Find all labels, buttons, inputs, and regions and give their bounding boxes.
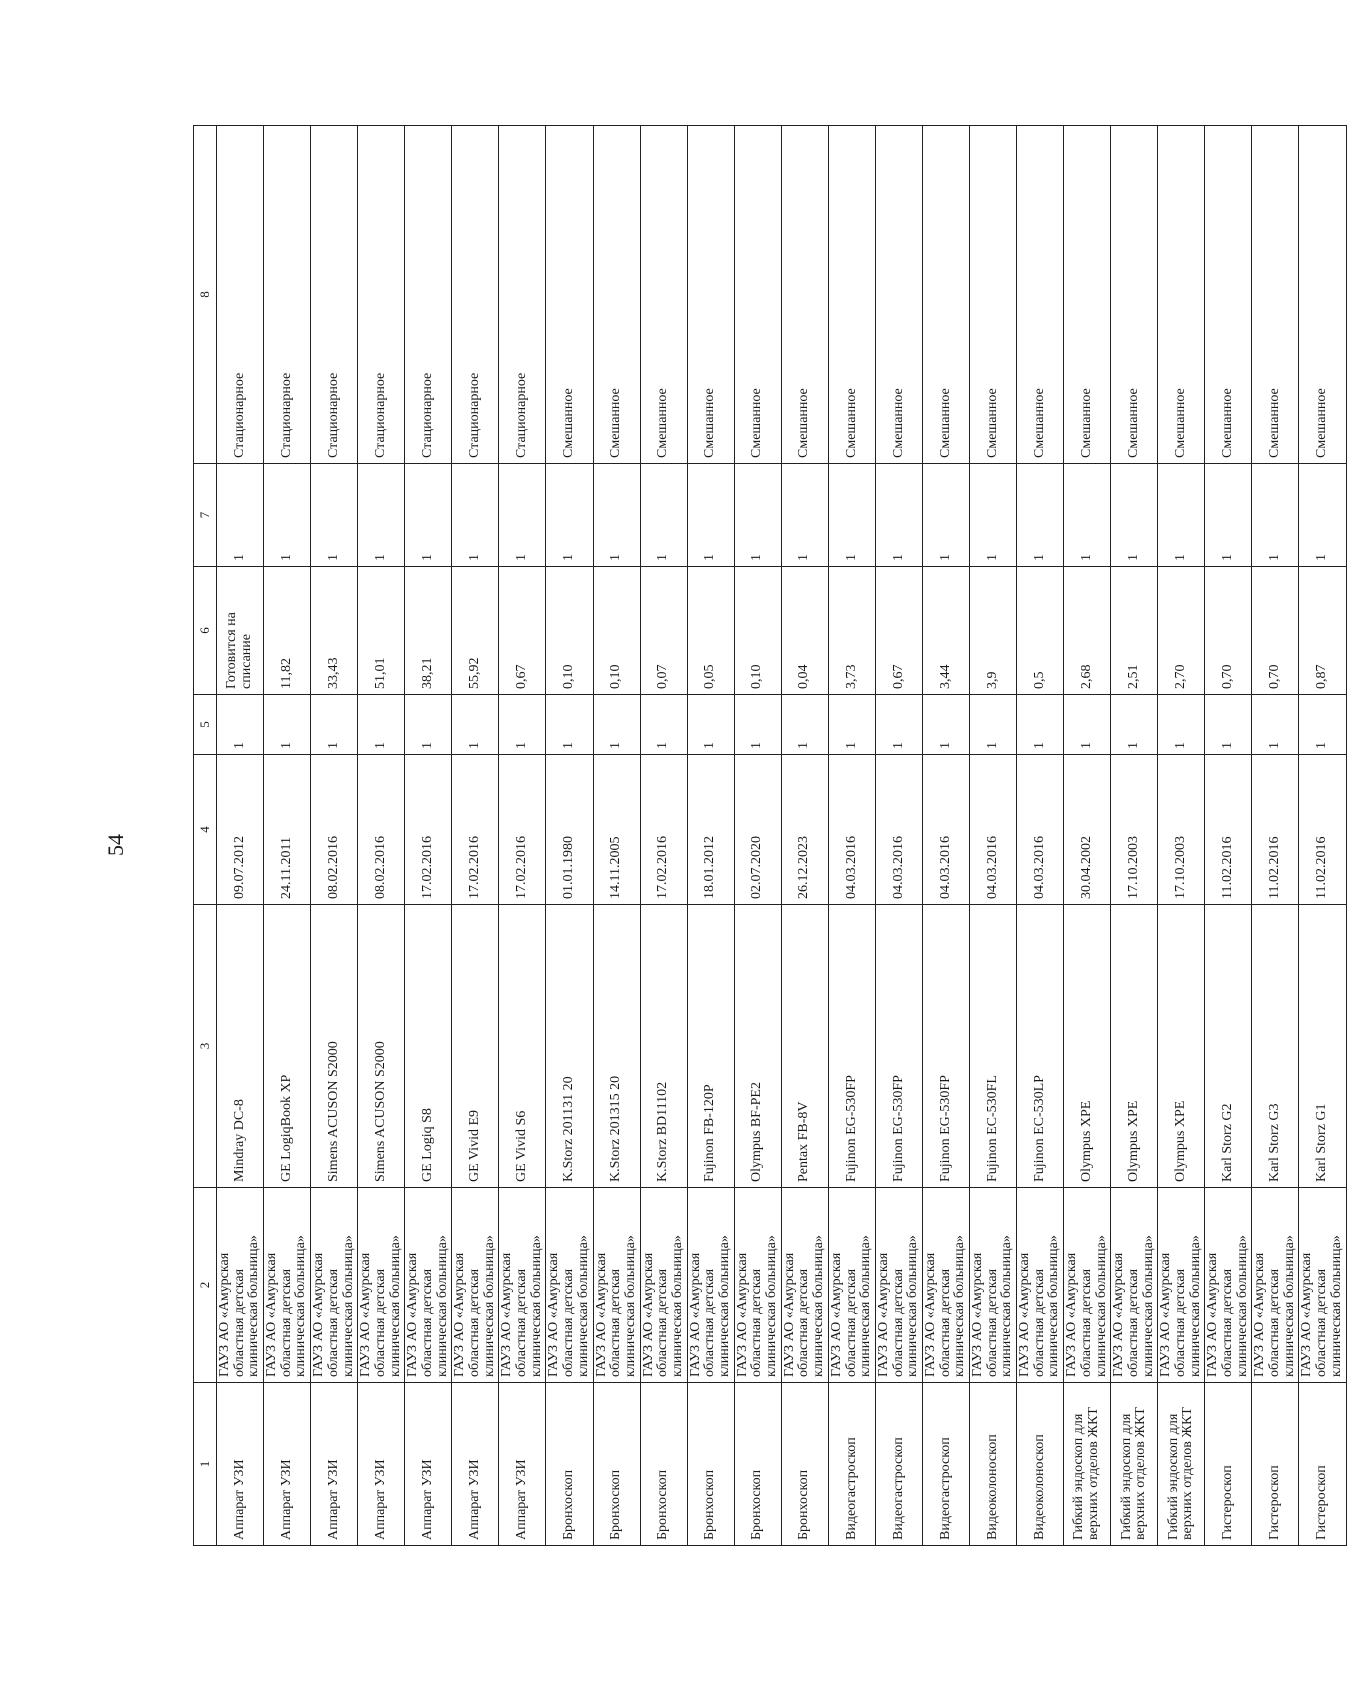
equipment-type-cell: Бронхоскоп <box>640 1383 687 1546</box>
date-cell: 08.02.2016 <box>311 755 358 905</box>
organization-cell: ГАУЗ АО «Амурская областная детская клиническая больница» <box>452 1188 499 1383</box>
usage-type-cell: Смешанное <box>734 126 781 464</box>
equipment-type-cell: Аппарат УЗИ <box>452 1383 499 1546</box>
table-row <box>1064 126 1111 1546</box>
quantity-cell: 1 <box>1158 695 1205 755</box>
column-number: 5 <box>194 695 217 755</box>
value-cell: 0,70 <box>1252 567 1299 695</box>
count-cell: 1 <box>452 464 499 567</box>
organization-cell: ГАУЗ АО «Амурская областная детская клиническая больница» <box>358 1188 405 1383</box>
quantity-cell: 1 <box>781 695 828 755</box>
count-cell: 1 <box>358 464 405 567</box>
value-cell: 0,10 <box>593 567 640 695</box>
equipment-type-cell: Аппарат УЗИ <box>264 1383 311 1546</box>
table-row <box>264 126 311 1546</box>
quantity-cell: 1 <box>264 695 311 755</box>
organization-cell: ГАУЗ АО «Амурская областная детская клиническая больница» <box>640 1188 687 1383</box>
table-row <box>828 126 875 1546</box>
date-cell: 17.02.2016 <box>405 755 452 905</box>
count-cell: 1 <box>734 464 781 567</box>
table-row <box>405 126 452 1546</box>
count-cell: 1 <box>640 464 687 567</box>
quantity-cell: 1 <box>452 695 499 755</box>
equipment-table <box>193 125 1347 1546</box>
value-cell: 33,43 <box>311 567 358 695</box>
model-cell: K.Storz 201131 20 <box>546 905 593 1188</box>
quantity-cell: 1 <box>1064 695 1111 755</box>
model-cell: Pentax FB-8V <box>781 905 828 1188</box>
column-number-row <box>194 126 217 1546</box>
count-cell: 1 <box>405 464 452 567</box>
organization-cell: ГАУЗ АО «Амурская областная детская клиническая больница» <box>264 1188 311 1383</box>
table-row <box>593 126 640 1546</box>
quantity-cell: 1 <box>311 695 358 755</box>
value-cell: 51,01 <box>358 567 405 695</box>
quantity-cell: 1 <box>1017 695 1064 755</box>
equipment-type-cell: Видеогастроскоп <box>875 1383 922 1546</box>
date-cell: 04.03.2016 <box>875 755 922 905</box>
equipment-table-frame <box>193 126 1344 1546</box>
model-cell: Karl Storz G3 <box>1252 905 1299 1188</box>
usage-type-cell: Смешанное <box>875 126 922 464</box>
value-cell: 0,5 <box>1017 567 1064 695</box>
organization-cell: ГАУЗ АО «Амурская областная детская клиническая больница» <box>1299 1188 1346 1383</box>
count-cell: 1 <box>546 464 593 567</box>
model-cell: Fujinon EG-530FP <box>828 905 875 1188</box>
model-cell: GE Vivid E9 <box>452 905 499 1188</box>
organization-cell: ГАУЗ АО «Амурская областная детская клиническая больница» <box>405 1188 452 1383</box>
value-cell: 0,07 <box>640 567 687 695</box>
count-cell: 1 <box>1299 464 1346 567</box>
value-cell: Готовится на списание <box>217 567 264 695</box>
date-cell: 30.04.2002 <box>1064 755 1111 905</box>
model-cell: GE Vivid S6 <box>499 905 546 1188</box>
organization-cell: ГАУЗ АО «Амурская областная детская клиническая больница» <box>1158 1188 1205 1383</box>
table-row <box>1111 126 1158 1546</box>
count-cell: 1 <box>1017 464 1064 567</box>
quantity-cell: 1 <box>546 695 593 755</box>
equipment-type-cell: Бронхоскоп <box>687 1383 734 1546</box>
count-cell: 1 <box>217 464 264 567</box>
count-cell: 1 <box>311 464 358 567</box>
organization-cell: ГАУЗ АО «Амурская областная детская клиническая больница» <box>311 1188 358 1383</box>
value-cell: 0,05 <box>687 567 734 695</box>
equipment-type-cell: Гибкий эндоскоп для верхних отделов ЖКТ <box>1064 1383 1111 1546</box>
organization-cell: ГАУЗ АО «Амурская областная детская клиническая больница» <box>1064 1188 1111 1383</box>
table-row <box>499 126 546 1546</box>
date-cell: 04.03.2016 <box>970 755 1017 905</box>
count-cell: 1 <box>593 464 640 567</box>
table-row <box>311 126 358 1546</box>
table-row <box>1299 126 1346 1546</box>
model-cell: Karl Storz G2 <box>1205 905 1252 1188</box>
usage-type-cell: Смешанное <box>1111 126 1158 464</box>
model-cell: Olympus XPE <box>1064 905 1111 1188</box>
organization-cell: ГАУЗ АО «Амурская областная детская клиническая больница» <box>970 1188 1017 1383</box>
date-cell: 02.07.2020 <box>734 755 781 905</box>
model-cell: Karl Storz G1 <box>1299 905 1346 1188</box>
equipment-type-cell: Гибкий эндоскоп для верхних отделов ЖКТ <box>1158 1383 1205 1546</box>
date-cell: 11.02.2016 <box>1299 755 1346 905</box>
value-cell: 3,73 <box>828 567 875 695</box>
model-cell: Fujinon EC-530LP <box>1017 905 1064 1188</box>
count-cell: 1 <box>1252 464 1299 567</box>
model-cell: Fujinon FB-120P <box>687 905 734 1188</box>
organization-cell: ГАУЗ АО «Амурская областная детская клиническая больница» <box>499 1188 546 1383</box>
quantity-cell: 1 <box>828 695 875 755</box>
organization-cell: ГАУЗ АО «Амурская областная детская клиническая больница» <box>593 1188 640 1383</box>
table-row <box>781 126 828 1546</box>
value-cell: 55,92 <box>452 567 499 695</box>
value-cell: 2,70 <box>1158 567 1205 695</box>
usage-type-cell: Смешанное <box>593 126 640 464</box>
value-cell: 3,44 <box>922 567 969 695</box>
value-cell: 0,67 <box>875 567 922 695</box>
usage-type-cell: Стационарное <box>311 126 358 464</box>
date-cell: 17.02.2016 <box>499 755 546 905</box>
table-row <box>734 126 781 1546</box>
usage-type-cell: Стационарное <box>405 126 452 464</box>
date-cell: 17.02.2016 <box>452 755 499 905</box>
value-cell: 0,10 <box>734 567 781 695</box>
equipment-type-cell: Аппарат УЗИ <box>311 1383 358 1546</box>
quantity-cell: 1 <box>1111 695 1158 755</box>
model-cell: Fujinon EC-530FL <box>970 905 1017 1188</box>
usage-type-cell: Смешанное <box>1299 126 1346 464</box>
equipment-type-cell: Аппарат УЗИ <box>405 1383 452 1546</box>
count-cell: 1 <box>922 464 969 567</box>
quantity-cell: 1 <box>1252 695 1299 755</box>
organization-cell: ГАУЗ АО «Амурская областная детская клиническая больница» <box>546 1188 593 1383</box>
date-cell: 11.02.2016 <box>1205 755 1252 905</box>
date-cell: 17.10.2003 <box>1158 755 1205 905</box>
value-cell: 0,10 <box>546 567 593 695</box>
date-cell: 09.07.2012 <box>217 755 264 905</box>
usage-type-cell: Смешанное <box>781 126 828 464</box>
model-cell: Olympus XPE <box>1158 905 1205 1188</box>
date-cell: 18.01.2012 <box>687 755 734 905</box>
column-number: 7 <box>194 464 217 567</box>
date-cell: 24.11.2011 <box>264 755 311 905</box>
usage-type-cell: Смешанное <box>687 126 734 464</box>
usage-type-cell: Смешанное <box>1158 126 1205 464</box>
usage-type-cell: Смешанное <box>1205 126 1252 464</box>
column-number: 2 <box>194 1188 217 1383</box>
column-number: 6 <box>194 567 217 695</box>
model-cell: Fujinon EG-530FP <box>922 905 969 1188</box>
model-cell: Fujinon EG-530FP <box>875 905 922 1188</box>
table-body <box>194 126 1347 1546</box>
table-row <box>358 126 405 1546</box>
equipment-type-cell: Аппарат УЗИ <box>358 1383 405 1546</box>
value-cell: 2,51 <box>1111 567 1158 695</box>
count-cell: 1 <box>264 464 311 567</box>
table-row <box>922 126 969 1546</box>
table-row <box>875 126 922 1546</box>
date-cell: 04.03.2016 <box>1017 755 1064 905</box>
count-cell: 1 <box>875 464 922 567</box>
usage-type-cell: Смешанное <box>970 126 1017 464</box>
column-number: 8 <box>194 126 217 464</box>
column-number: 3 <box>194 905 217 1188</box>
organization-cell: ГАУЗ АО «Амурская областная детская клиническая больница» <box>922 1188 969 1383</box>
table-row <box>217 126 264 1546</box>
table-row <box>687 126 734 1546</box>
usage-type-cell: Смешанное <box>1064 126 1111 464</box>
count-cell: 1 <box>687 464 734 567</box>
table-row <box>452 126 499 1546</box>
table-row <box>1205 126 1252 1546</box>
table-row <box>546 126 593 1546</box>
equipment-type-cell: Бронхоскоп <box>781 1383 828 1546</box>
value-cell: 2,68 <box>1064 567 1111 695</box>
quantity-cell: 1 <box>593 695 640 755</box>
quantity-cell: 1 <box>922 695 969 755</box>
quantity-cell: 1 <box>405 695 452 755</box>
organization-cell: ГАУЗ АО «Амурская областная детская клиническая больница» <box>1252 1188 1299 1383</box>
organization-cell: ГАУЗ АО «Амурская областная детская клиническая больница» <box>1111 1188 1158 1383</box>
value-cell: 11,82 <box>264 567 311 695</box>
organization-cell: ГАУЗ АО «Амурская областная детская клиническая больница» <box>217 1188 264 1383</box>
value-cell: 0,87 <box>1299 567 1346 695</box>
usage-type-cell: Стационарное <box>264 126 311 464</box>
usage-type-cell: Стационарное <box>452 126 499 464</box>
page-number: 54 <box>103 834 128 856</box>
quantity-cell: 1 <box>640 695 687 755</box>
organization-cell: ГАУЗ АО «Амурская областная детская клиническая больница» <box>875 1188 922 1383</box>
rotated-table-container <box>193 126 1344 1546</box>
usage-type-cell: Смешанное <box>640 126 687 464</box>
table-row <box>1017 126 1064 1546</box>
date-cell: 04.03.2016 <box>922 755 969 905</box>
date-cell: 14.11.2005 <box>593 755 640 905</box>
quantity-cell: 1 <box>1205 695 1252 755</box>
usage-type-cell: Стационарное <box>358 126 405 464</box>
table-row <box>640 126 687 1546</box>
count-cell: 1 <box>1158 464 1205 567</box>
column-number: 4 <box>194 755 217 905</box>
equipment-type-cell: Видеогастроскоп <box>828 1383 875 1546</box>
column-number: 1 <box>194 1383 217 1546</box>
value-cell: 0,70 <box>1205 567 1252 695</box>
usage-type-cell: Смешанное <box>1017 126 1064 464</box>
model-cell: Simens ACUSON S2000 <box>358 905 405 1188</box>
table-row <box>970 126 1017 1546</box>
equipment-type-cell: Бронхоскоп <box>734 1383 781 1546</box>
count-cell: 1 <box>970 464 1017 567</box>
model-cell: K.Storz BD11102 <box>640 905 687 1188</box>
date-cell: 17.02.2016 <box>640 755 687 905</box>
equipment-type-cell: Гистероскоп <box>1252 1383 1299 1546</box>
quantity-cell: 1 <box>734 695 781 755</box>
count-cell: 1 <box>1205 464 1252 567</box>
model-cell: GE Logiq S8 <box>405 905 452 1188</box>
date-cell: 26.12.2023 <box>781 755 828 905</box>
quantity-cell: 1 <box>970 695 1017 755</box>
equipment-type-cell: Аппарат УЗИ <box>499 1383 546 1546</box>
model-cell: Olympus BF-PE2 <box>734 905 781 1188</box>
equipment-type-cell: Бронхоскоп <box>546 1383 593 1546</box>
quantity-cell: 1 <box>875 695 922 755</box>
value-cell: 3,9 <box>970 567 1017 695</box>
organization-cell: ГАУЗ АО «Амурская областная детская клиническая больница» <box>828 1188 875 1383</box>
equipment-type-cell: Видеоколоноскоп <box>1017 1383 1064 1546</box>
model-cell: K.Storz 201315 20 <box>593 905 640 1188</box>
quantity-cell: 1 <box>217 695 264 755</box>
equipment-type-cell: Гистероскоп <box>1205 1383 1252 1546</box>
equipment-type-cell: Гибкий эндоскоп для верхних отделов ЖКТ <box>1111 1383 1158 1546</box>
equipment-type-cell: Видеогастроскоп <box>922 1383 969 1546</box>
quantity-cell: 1 <box>1299 695 1346 755</box>
usage-type-cell: Стационарное <box>217 126 264 464</box>
usage-type-cell: Смешанное <box>1252 126 1299 464</box>
count-cell: 1 <box>781 464 828 567</box>
organization-cell: ГАУЗ АО «Амурская областная детская клиническая больница» <box>734 1188 781 1383</box>
date-cell: 08.02.2016 <box>358 755 405 905</box>
usage-type-cell: Смешанное <box>828 126 875 464</box>
value-cell: 0,04 <box>781 567 828 695</box>
equipment-type-cell: Аппарат УЗИ <box>217 1383 264 1546</box>
model-cell: Olympus XPE <box>1111 905 1158 1188</box>
quantity-cell: 1 <box>687 695 734 755</box>
count-cell: 1 <box>1064 464 1111 567</box>
organization-cell: ГАУЗ АО «Амурская областная детская клиническая больница» <box>687 1188 734 1383</box>
organization-cell: ГАУЗ АО «Амурская областная детская клиническая больница» <box>1017 1188 1064 1383</box>
usage-type-cell: Стационарное <box>499 126 546 464</box>
organization-cell: ГАУЗ АО «Амурская областная детская клиническая больница» <box>1205 1188 1252 1383</box>
date-cell: 04.03.2016 <box>828 755 875 905</box>
quantity-cell: 1 <box>499 695 546 755</box>
usage-type-cell: Смешанное <box>922 126 969 464</box>
date-cell: 11.02.2016 <box>1252 755 1299 905</box>
equipment-type-cell: Бронхоскоп <box>593 1383 640 1546</box>
count-cell: 1 <box>828 464 875 567</box>
date-cell: 17.10.2003 <box>1111 755 1158 905</box>
table-row <box>1252 126 1299 1546</box>
count-cell: 1 <box>499 464 546 567</box>
model-cell: GE LogiqBook XP <box>264 905 311 1188</box>
date-cell: 01.01.1980 <box>546 755 593 905</box>
quantity-cell: 1 <box>358 695 405 755</box>
model-cell: Simens ACUSON S2000 <box>311 905 358 1188</box>
equipment-type-cell: Гистероскоп <box>1299 1383 1346 1546</box>
table-row <box>1158 126 1205 1546</box>
value-cell: 0,67 <box>499 567 546 695</box>
value-cell: 38,21 <box>405 567 452 695</box>
equipment-type-cell: Видеоколоноскоп <box>970 1383 1017 1546</box>
count-cell: 1 <box>1111 464 1158 567</box>
usage-type-cell: Смешанное <box>546 126 593 464</box>
organization-cell: ГАУЗ АО «Амурская областная детская клиническая больница» <box>781 1188 828 1383</box>
model-cell: Mindray DC-8 <box>217 905 264 1188</box>
